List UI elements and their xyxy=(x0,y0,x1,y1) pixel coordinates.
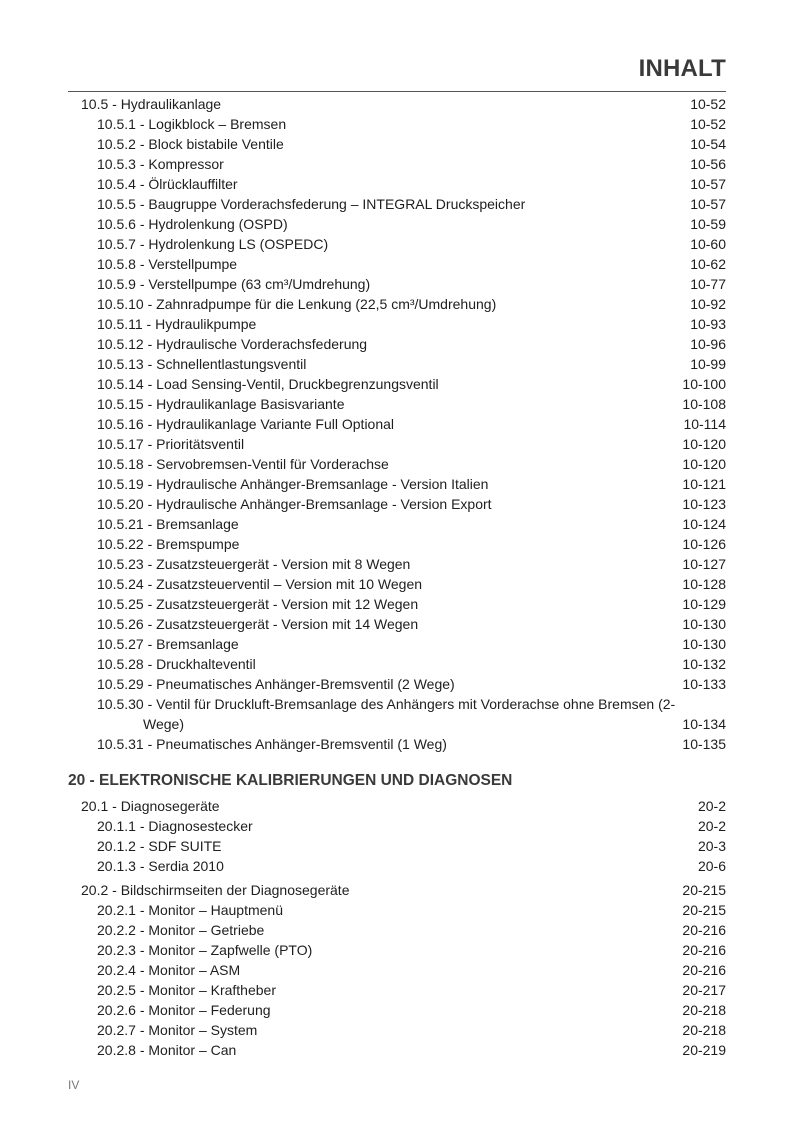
toc-entry[interactable] xyxy=(0,634,794,654)
toc-entry-title: 10.5.25 - Zusatzsteuergerät - Version mit 12 Wegen xyxy=(97,596,419,612)
toc-entry[interactable] xyxy=(0,374,794,394)
toc-entry[interactable] xyxy=(0,234,794,254)
toc-entry-title: 20.2.2 - Monitor – Getriebe xyxy=(97,922,265,938)
toc-entry-page: 10-133 xyxy=(682,676,726,692)
toc-entry-title: 10.5.7 - Hydrolenkung LS (OSPEDC) xyxy=(97,236,329,252)
toc-entry[interactable] xyxy=(0,294,794,314)
toc-entry-title: 20.2.8 - Monitor – Can xyxy=(97,1042,237,1058)
toc-entry-page: 10-62 xyxy=(690,256,726,272)
toc-entry[interactable] xyxy=(0,960,794,980)
toc-entry[interactable] xyxy=(0,856,794,876)
toc-entry[interactable] xyxy=(0,194,794,214)
toc-entry-title: 20.2.5 - Monitor – Kraftheber xyxy=(97,982,276,998)
toc-entry-title: 10.5.22 - Bremspumpe xyxy=(97,536,240,552)
toc-entry-page: 10-123 xyxy=(682,496,726,512)
toc-entry-page: 10-135 xyxy=(682,736,726,752)
toc-entry-page: 10-52 xyxy=(690,96,726,112)
toc-section-20-2[interactable] xyxy=(0,880,794,900)
toc-entry-page: 20-2 xyxy=(697,818,726,834)
toc-entry-page: 10-129 xyxy=(682,596,726,612)
toc-entry-page: 10-130 xyxy=(682,636,726,652)
toc-list-20-2 xyxy=(0,900,794,1060)
toc-entry[interactable] xyxy=(0,1040,794,1060)
toc-entry-page: 10-96 xyxy=(690,336,726,352)
toc-entry[interactable] xyxy=(0,594,794,614)
toc-entry-page: 10-126 xyxy=(682,536,726,552)
toc-entry[interactable] xyxy=(0,514,794,534)
toc-entry[interactable] xyxy=(0,494,794,514)
toc-entry-title xyxy=(97,694,677,734)
toc-entry-page: 10-77 xyxy=(690,276,726,292)
toc-entry-title: 10.5.20 - Hydraulische Anhänger-Bremsanlage - Version Export xyxy=(97,496,492,512)
toc-entry-title: 10.5.21 - Bremsanlage xyxy=(97,516,239,532)
toc-entry-page: 20-218 xyxy=(682,1022,726,1038)
toc-entry-title: 10.5 - Hydraulikanlage xyxy=(81,96,222,112)
title-rule xyxy=(68,91,726,92)
toc-entry-page: 10-108 xyxy=(682,396,726,412)
toc-entry-title: 10.5.10 - Zahnradpumpe für die Lenkung (22,5 cm³/Umdrehung) xyxy=(97,296,497,312)
toc-entry-title: 10.5.28 - Druckhalteventil xyxy=(97,656,256,672)
toc-entry[interactable] xyxy=(0,114,794,134)
toc-entry-page: 10-60 xyxy=(690,236,726,252)
toc-entry[interactable] xyxy=(0,836,794,856)
toc-entry[interactable] xyxy=(0,674,794,694)
toc-entry-page: 10-99 xyxy=(690,356,726,372)
toc-entry-title: 20.2.1 - Monitor – Hauptmenü xyxy=(97,902,283,918)
toc-entry-title-line2: Wege) xyxy=(143,716,184,732)
toc-entry-page: 10-57 xyxy=(690,196,726,212)
toc-entry-title: 10.5.26 - Zusatzsteuergerät - Version mit 14 Wegen xyxy=(97,616,419,632)
toc-entry-title: 20.1.2 - SDF SUITE xyxy=(97,838,222,854)
toc-entry-title: 10.5.27 - Bremsanlage xyxy=(97,636,239,652)
toc-entry[interactable] xyxy=(0,394,794,414)
chapter-heading-20[interactable]: 20 - ELEKTRONISCHE KALIBRIERUNGEN UND DIAGNOSEN xyxy=(68,772,513,789)
toc-entry[interactable] xyxy=(0,940,794,960)
toc-section-20-1[interactable] xyxy=(0,796,794,816)
toc-entry-page: 10-124 xyxy=(682,516,726,532)
table-of-contents xyxy=(0,94,794,1060)
toc-entry-title: 10.5.2 - Block bistabile Ventile xyxy=(97,136,284,152)
toc-entry-page: 10-57 xyxy=(690,176,726,192)
page-number: IV xyxy=(68,1078,80,1092)
toc-entry-page: 20-6 xyxy=(697,858,726,874)
toc-entry[interactable] xyxy=(0,254,794,274)
toc-entry[interactable] xyxy=(0,654,794,674)
toc-entry-title: 10.5.15 - Hydraulikanlage Basisvariante xyxy=(97,396,345,412)
toc-entry-page: 10-100 xyxy=(682,376,726,392)
toc-entry-title: 20.1 - Diagnosegeräte xyxy=(81,798,220,814)
toc-entry-title: 10.5.5 - Baugruppe Vorderachsfederung – INTEGRAL Druckspeicher xyxy=(97,196,526,212)
toc-entry[interactable] xyxy=(0,574,794,594)
toc-entry[interactable] xyxy=(0,816,794,836)
toc-entry-title: 10.5.23 - Zusatzsteuergerät - Version mit 8 Wegen xyxy=(97,556,411,572)
toc-entry-title: 20.2.4 - Monitor – ASM xyxy=(97,962,241,978)
toc-list-20-1 xyxy=(0,816,794,876)
toc-entry[interactable] xyxy=(0,980,794,1000)
toc-entry-title: 10.5.17 - Prioritätsventil xyxy=(97,436,245,452)
toc-entry-title: 10.5.13 - Schnellentlastungsventil xyxy=(97,356,307,372)
toc-entry-title: 10.5.8 - Verstellpumpe xyxy=(97,256,238,272)
toc-entry-title: 20.2.3 - Monitor – Zapfwelle (PTO) xyxy=(97,942,313,958)
toc-entry-title: 10.5.6 - Hydrolenkung (OSPD) xyxy=(97,216,288,232)
toc-entry-title: 10.5.12 - Hydraulische Vorderachsfederung xyxy=(97,336,368,352)
toc-entry-page: 10-120 xyxy=(682,456,726,472)
toc-entry-page: 20-219 xyxy=(682,1042,726,1058)
toc-entry-title: 10.5.18 - Servobremsen-Ventil für Vorderachse xyxy=(97,456,389,472)
toc-entry-page: 10-121 xyxy=(682,476,726,492)
toc-entry-title: 10.5.4 - Ölrücklauffilter xyxy=(97,176,238,192)
toc-entry-title: 20.1.3 - Serdia 2010 xyxy=(97,858,224,874)
toc-entry-page: 10-92 xyxy=(690,296,726,312)
toc-entry-page: 10-132 xyxy=(682,656,726,672)
toc-entry-page: 20-215 xyxy=(682,902,726,918)
toc-entry-page: 20-216 xyxy=(682,922,726,938)
toc-entry[interactable] xyxy=(0,174,794,194)
toc-entry-title: 20.2.7 - Monitor – System xyxy=(97,1022,258,1038)
toc-entry-page: 10-56 xyxy=(690,156,726,172)
toc-entry-title: 10.5.24 - Zusatzsteuerventil – Version mit 10 Wegen xyxy=(97,576,423,592)
toc-entry-page: 10-93 xyxy=(690,316,726,332)
toc-entry[interactable] xyxy=(0,314,794,334)
toc-entry-title: 10.5.16 - Hydraulikanlage Variante Full Optional xyxy=(97,416,395,432)
toc-entry[interactable] xyxy=(0,454,794,474)
toc-entry-title: 10.5.11 - Hydraulikpumpe xyxy=(97,316,257,332)
toc-entry[interactable] xyxy=(0,474,794,494)
toc-list-10-5 xyxy=(0,114,794,694)
toc-section-10-5[interactable] xyxy=(0,94,794,114)
toc-entry-page: 10-120 xyxy=(682,436,726,452)
toc-entry[interactable] xyxy=(0,920,794,940)
toc-entry-page: 10-114 xyxy=(683,416,726,432)
toc-entry-page: 20-216 xyxy=(682,942,726,958)
toc-entry-title: 10.5.14 - Load Sensing-Ventil, Druckbegrenzungsventil xyxy=(97,376,439,392)
toc-entry-title: 20.1.1 - Diagnosestecker xyxy=(97,818,253,834)
toc-entry-title: 10.5.31 - Pneumatisches Anhänger-Bremsventil (1 Weg) xyxy=(97,736,447,752)
toc-entry-page: 10-128 xyxy=(682,576,726,592)
toc-entry-page: 20-3 xyxy=(697,838,726,854)
toc-entry-page: 10-127 xyxy=(682,556,726,572)
toc-entry-page: 10-52 xyxy=(690,116,726,132)
toc-entry-title: 10.5.29 - Pneumatisches Anhänger-Bremsventil (2 Wege) xyxy=(97,676,455,692)
toc-entry-page: 20-218 xyxy=(682,1002,726,1018)
toc-entry-10-5-31[interactable] xyxy=(0,734,794,754)
toc-entry-title: 10.5.19 - Hydraulische Anhänger-Bremsanlage - Version Italien xyxy=(97,476,489,492)
toc-entry-title: 10.5.9 - Verstellpumpe (63 cm³/Umdrehung) xyxy=(97,276,371,292)
toc-entry[interactable] xyxy=(0,274,794,294)
toc-entry[interactable] xyxy=(0,434,794,454)
toc-entry[interactable] xyxy=(0,1000,794,1020)
toc-entry-page: 10-54 xyxy=(690,136,726,152)
toc-entry[interactable] xyxy=(0,214,794,234)
page-title: INHALT xyxy=(638,55,726,82)
toc-entry[interactable] xyxy=(0,614,794,634)
toc-entry-page: 20-215 xyxy=(682,882,726,898)
toc-entry[interactable] xyxy=(0,134,794,154)
toc-entry-title: 20.2 - Bildschirmseiten der Diagnosegeräte xyxy=(81,882,350,898)
toc-entry-page: 20-2 xyxy=(697,798,726,814)
toc-entry-page: 10-130 xyxy=(682,616,726,632)
toc-entry-title: 10.5.1 - Logikblock – Bremsen xyxy=(97,116,287,132)
toc-entry-page: 10-134 xyxy=(682,716,726,732)
toc-entry-page: 10-59 xyxy=(690,216,726,232)
toc-entry-title: 10.5.3 - Kompressor xyxy=(97,156,224,172)
toc-entry[interactable] xyxy=(0,154,794,174)
toc-entry[interactable] xyxy=(0,414,794,434)
toc-entry[interactable] xyxy=(0,554,794,574)
toc-entry-10-5-30[interactable] xyxy=(0,694,794,734)
toc-entry-page: 20-217 xyxy=(682,982,726,998)
toc-entry[interactable] xyxy=(0,534,794,554)
toc-entry-page: 20-216 xyxy=(682,962,726,978)
toc-entry[interactable] xyxy=(0,354,794,374)
toc-entry-title-line1: 10.5.30 - Ventil für Druckluft-Bremsanlage des Anhängers mit Vorderachse ohne Bremsen (2- xyxy=(97,696,676,712)
toc-entry[interactable] xyxy=(0,900,794,920)
toc-entry-title: 20.2.6 - Monitor – Federung xyxy=(97,1002,271,1018)
toc-entry[interactable] xyxy=(0,334,794,354)
toc-entry[interactable] xyxy=(0,1020,794,1040)
